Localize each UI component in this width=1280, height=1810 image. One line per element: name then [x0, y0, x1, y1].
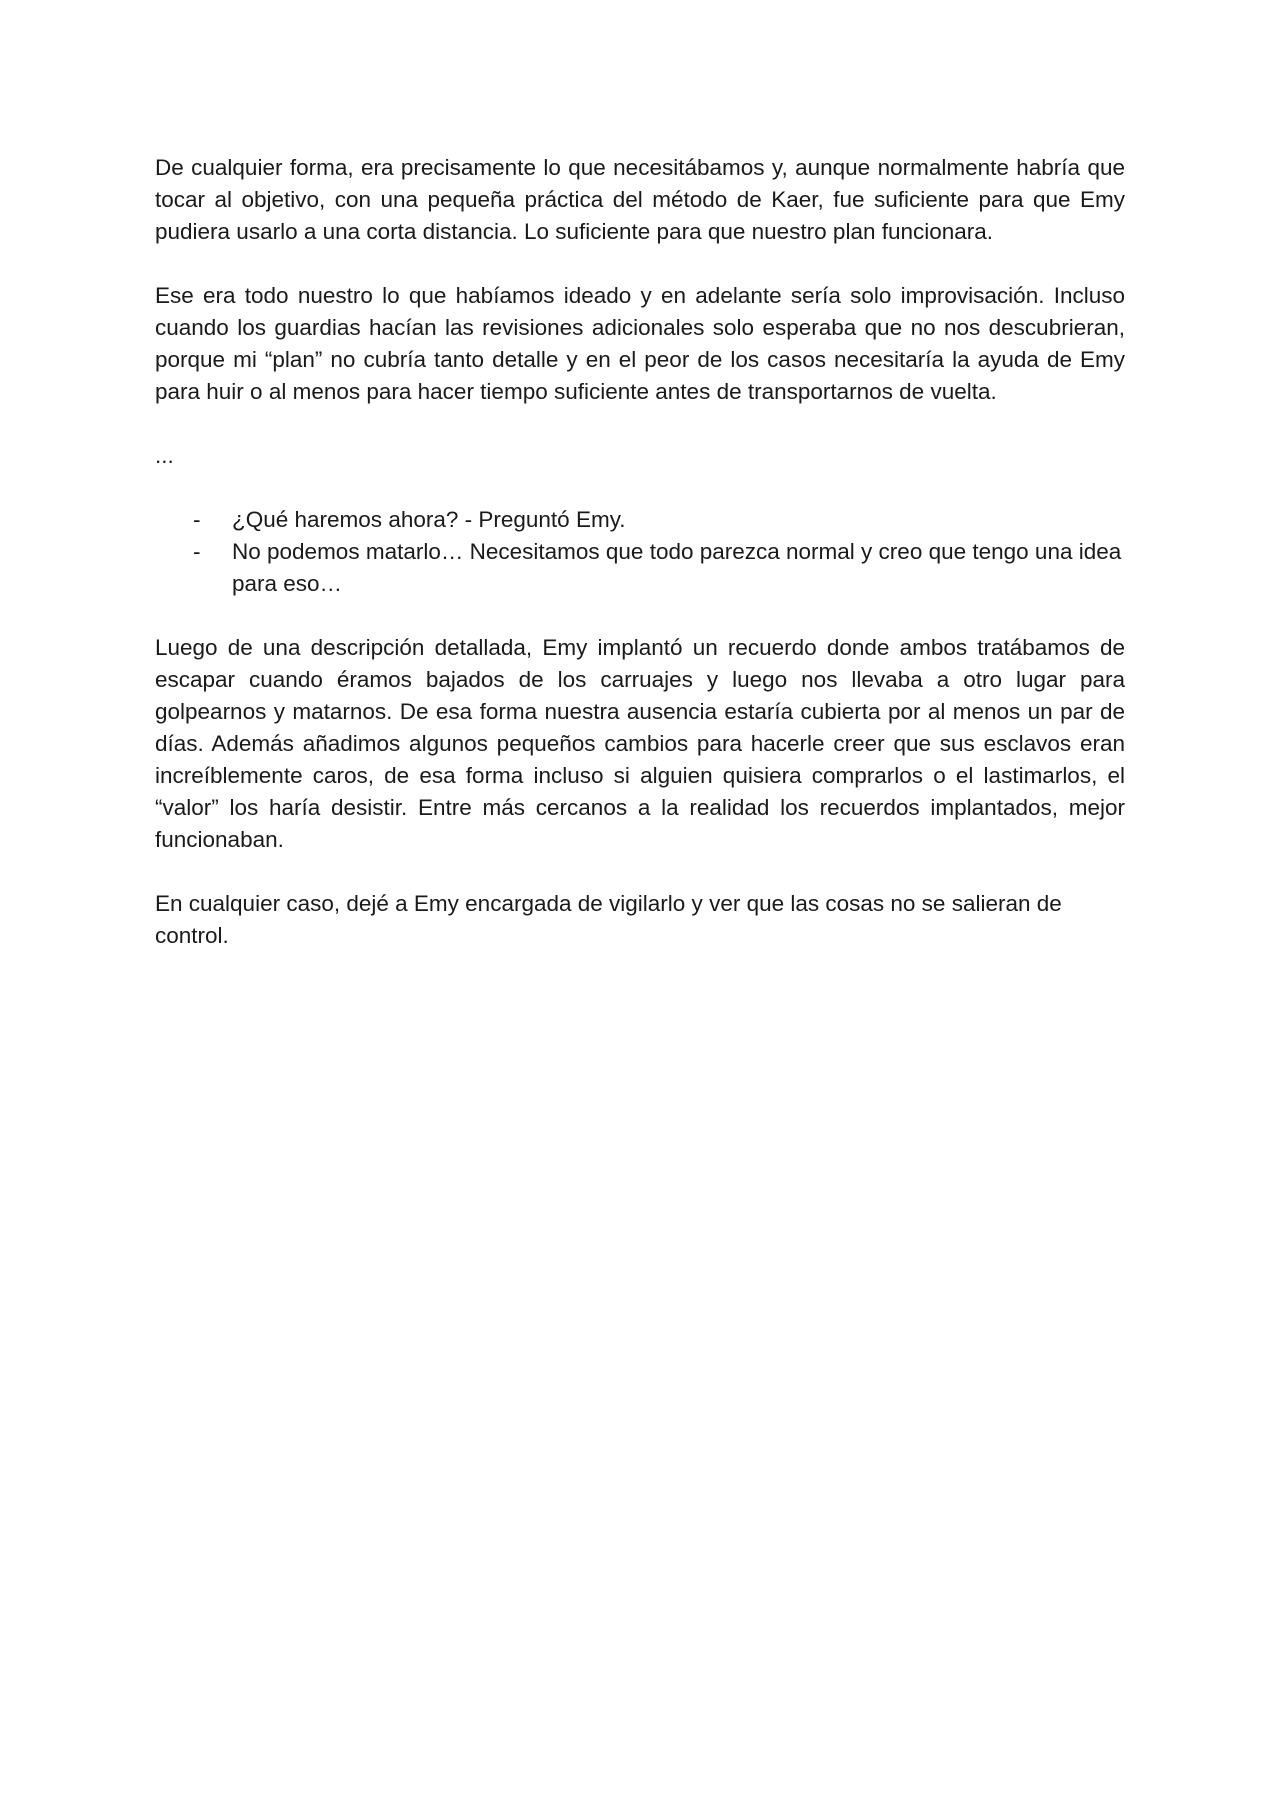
dialogue-dash: - — [193, 507, 201, 532]
dialogue-list — [155, 504, 1125, 600]
dialogue-line-2 — [155, 536, 1125, 600]
dialogue-text: No podemos matarlo… Necesitamos que todo parezca normal y creo que tengo una idea para eso… — [232, 539, 1122, 596]
document-body — [155, 152, 1125, 984]
dialogue-line-1 — [155, 504, 1125, 536]
paragraph-2: Ese era todo nuestro lo que habíamos ideado y en adelante sería solo improvisación. Incluso cuando los guardias hacían las revisiones adicionales solo esperaba que no nos descubrieran, porque mi “plan” no cubría tanto detalle y en el peor de los casos necesitaría la ayuda de Emy para huir o al menos para hacer tiempo suficiente antes de transportarnos de vuelta. — [155, 283, 1125, 404]
section-break: ... — [155, 443, 174, 468]
paragraph-3: Luego de una descripción detallada, Emy implantó un recuerdo donde ambos tratábamos de escapar cuando éramos bajados de los carruajes y luego nos llevaba a otro lugar para golpearnos y matarnos. De esa forma nuestra ausencia estaría cubierta por al menos un par de días. Además añadimos algunos pequeños cambios para hacerle creer que sus esclavos eran increíblemente caros, de esa forma incluso si alguien quisiera comprarlos o el lastimarlos, el “valor” los haría desistir. Entre más cercanos a la realidad los recuerdos implantados, mejor funcionaban. — [155, 635, 1125, 852]
dialogue-dash: - — [193, 539, 201, 564]
dialogue-text: ¿Qué haremos ahora? - Preguntó Emy. — [232, 507, 626, 532]
paragraph-4: En cualquier caso, dejé a Emy encargada de vigilarlo y ver que las cosas no se salieran de control. — [155, 891, 1062, 948]
paragraph-1: De cualquier forma, era precisamente lo que necesitábamos y, aunque normalmente habría que tocar al objetivo, con una pequeña práctica del método de Kaer, fue suficiente para que Emy pudiera usarlo a una corta distancia. Lo suficiente para que nuestro plan funcionara. — [155, 155, 1125, 244]
